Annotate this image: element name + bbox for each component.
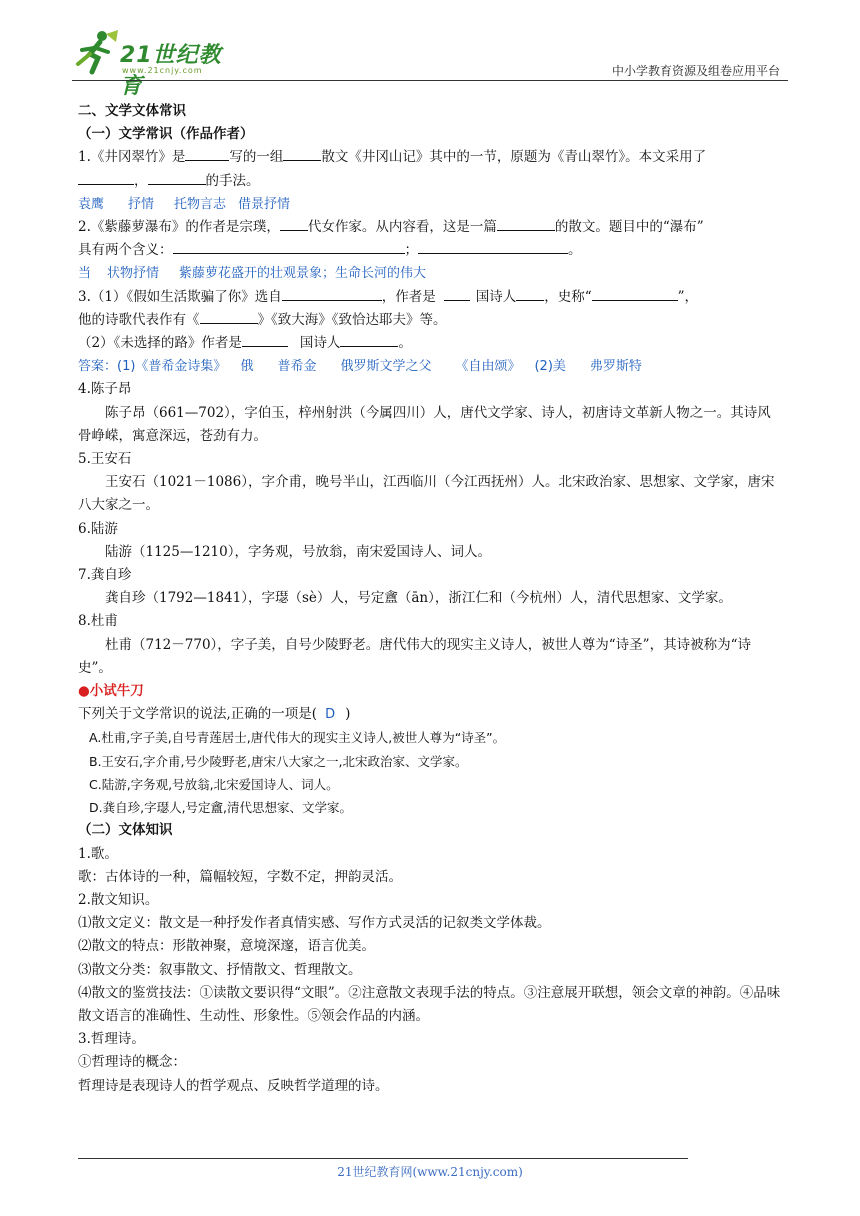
genre-line: 1.歌。	[78, 845, 118, 862]
footer-divider	[78, 1158, 688, 1159]
question-1: 1.《井冈翠竹》是 写的一组 散文《井冈山记》其中的一节，原题为《青山翠竹》。本文采用了 ， 的手法。	[78, 146, 784, 192]
author-text: 陆游（1125—1210），字务观，号放翁，南宋爱国诗人、词人。	[105, 543, 491, 560]
blank[interactable]	[340, 332, 398, 347]
quiz-option-c: C.陆游,字务观,号放翁,北宋爱国诗人、词人。	[89, 776, 339, 792]
genre-line: 2.散文知识。	[78, 891, 159, 908]
genre-line: ⑴散文定义：散文是一种抒发作者真情实感、写作方式灵活的记叙类文学体裁。	[78, 915, 551, 932]
blank[interactable]	[185, 146, 229, 161]
author-text: 陈子昂（661—702），字伯玉，梓州射洪（今属四川）人，唐代文学家、诗人，初唐诗文革新人物之一。其诗风骨峥嵘，寓意深远，苍劲有力。	[78, 404, 771, 444]
genre-line: 3.哲理诗。	[78, 1031, 145, 1048]
quiz-title: ●小试牛刀	[78, 683, 144, 700]
logo-url: www.21cnjy.com	[122, 66, 203, 75]
blank[interactable]	[497, 216, 555, 231]
author-text: 杜甫（712－770），字子美，自号少陵野老。唐代伟大的现实主义诗人，被世人尊为“诗圣”，其诗被称为“诗史”。	[78, 636, 751, 676]
blank[interactable]	[280, 216, 308, 231]
author-heading: 8.杜甫	[78, 613, 118, 630]
genre-line: ⑷散文的鉴赏技法：①读散文要识得“文眼”。②注意散文表现手法的特点。③注意展开联想，领会文章的神韵。④品味散文语言的准确性、生动性、形象性。⑤领会作品的内涵。	[78, 984, 781, 1024]
quiz-stem: 下列关于文学常识的说法,正确的一项是( D )	[78, 706, 351, 723]
document-body	[78, 100, 784, 1098]
blank[interactable]	[444, 286, 470, 301]
blank[interactable]	[282, 286, 382, 301]
blank[interactable]	[78, 170, 134, 185]
answer-3: 答案：(1)《普希金诗集》 俄 普希金 俄罗斯文学之父 《自由颂》 (2)美 弗罗斯特	[78, 359, 642, 375]
part2-title: （二）文体知识	[78, 822, 173, 839]
author-heading: 5.王安石	[78, 451, 132, 468]
genre-line: 哲理诗是表现诗人的哲学观点、反映哲学道理的诗。	[78, 1077, 389, 1094]
blank[interactable]	[516, 286, 544, 301]
quiz-option-b: B.王安石,字介甫,号少陵野老,唐宋八大家之一,北宋政治家、文学家。	[89, 753, 468, 769]
quiz-option-a: A.杜甫,字子美,自号青莲居士,唐代伟大的现实主义诗人,被世人尊为“诗圣”。	[89, 730, 506, 746]
author-heading: 6.陆游	[78, 520, 118, 537]
section-title: 二、文学文体常识	[78, 103, 186, 119]
header-divider	[72, 80, 788, 81]
genre-line: ①哲理诗的概念：	[78, 1054, 186, 1071]
answer-1: 袁鹰 抒情 托物言志 借景抒情	[78, 196, 291, 212]
blank[interactable]	[148, 170, 206, 185]
page-footer[interactable]: 21世纪教育网(www.21cnjy.com)	[337, 1165, 523, 1179]
quiz-answer: D	[325, 707, 336, 723]
blank[interactable]	[283, 146, 321, 161]
genre-line: 歌：古体诗的一种，篇幅较短，字数不定，押韵灵活。	[78, 868, 402, 885]
blank[interactable]	[242, 332, 288, 347]
author-text: 龚自珍（1792—1841），字璱（sè）人，号定盦（ān），浙江仁和（今杭州）人，清代思想家、文学家。	[105, 590, 732, 607]
author-heading: 7.龚自珍	[78, 567, 132, 584]
answer-2: 当 状物抒情 紫藤萝花盛开的壮观景象；生命长河的伟大	[78, 266, 427, 282]
question-2: 2.《紫藤萝瀑布》的作者是宗璞， 代女作家。从内容看，这是一篇 的散文。题目中的“瀑布” 具有两个含义： ； 。	[78, 216, 784, 262]
platform-name: 中小学教育资源及组卷应用平台	[611, 64, 780, 78]
genre-line: ⑵散文的特点：形散神聚，意境深邃，语言优美。	[78, 938, 375, 955]
blank[interactable]	[418, 239, 568, 254]
author-text: 王安石（1021－1086），字介甫，晚号半山，江西临川（今江西抚州）人。北宋政治家、思想家、文学家，唐宋八大家之一。	[78, 474, 775, 514]
logo-text: 21世纪教育	[120, 43, 222, 99]
blank[interactable]	[592, 286, 678, 301]
site-logo	[72, 28, 242, 99]
genre-line: ⑶散文分类：叙事散文、抒情散文、哲理散文。	[78, 961, 362, 978]
quiz-option-d: D.龚自珍,字璱人,号定盦,清代思想家、文学家。	[89, 800, 353, 816]
blank[interactable]	[200, 309, 258, 324]
author-heading: 4.陈子昂	[78, 381, 132, 398]
part1-title: （一）文学常识（作品作者）	[78, 126, 254, 143]
question-3: 3.（1）《假如生活欺骗了你》选自 ，作者是 国诗人 ，史称“ ”， 他的诗歌代表作有《 》《致大海》《致恰达耶夫》等。 （2）《未选择的路》作者是 国诗人 。	[78, 286, 784, 356]
runner-logo-icon	[72, 28, 120, 76]
page-header	[72, 28, 788, 99]
blank[interactable]	[173, 239, 405, 254]
